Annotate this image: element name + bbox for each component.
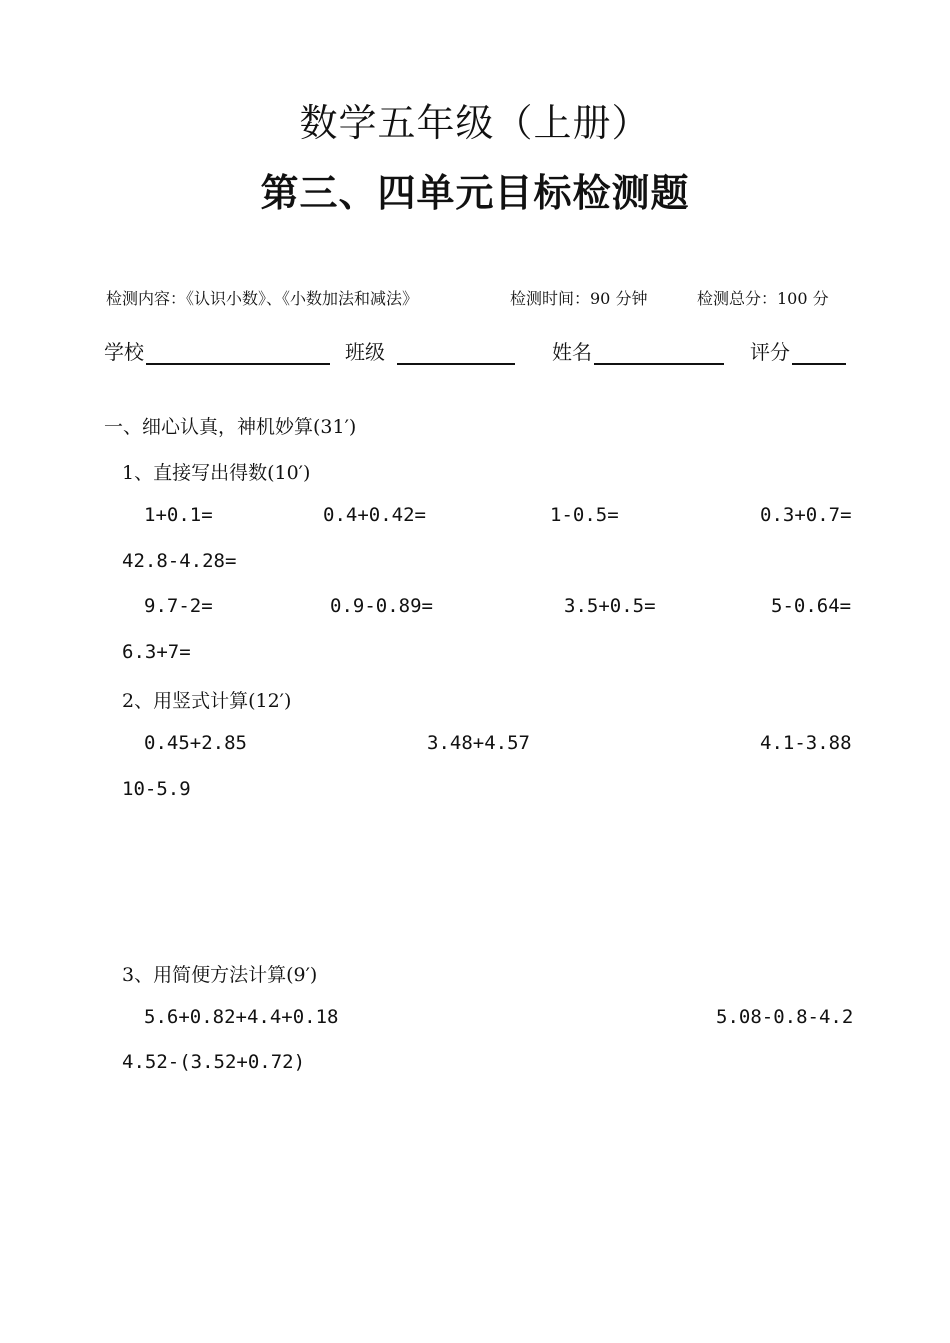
exam-total: 检测总分：100 分 xyxy=(697,289,829,308)
question-item: 4.1-3.88 xyxy=(760,732,852,754)
score-label: 评分 xyxy=(750,340,790,364)
question-item: 3.5+0.5= xyxy=(564,595,656,617)
page-title: 数学五年级（上册） xyxy=(299,101,651,145)
question-item: 0.45+2.85 xyxy=(144,732,247,754)
class-blank[interactable] xyxy=(397,341,515,365)
school-label: 学校 xyxy=(104,340,144,364)
question-item: 5.6+0.82+4.4+0.18 xyxy=(144,1006,339,1028)
question-item: 4.52-(3.52+0.72) xyxy=(122,1051,306,1073)
question-item: 10-5.9 xyxy=(122,778,191,800)
score-blank[interactable] xyxy=(792,341,846,365)
question-item: 1-0.5= xyxy=(550,504,619,526)
part1-heading: 1、直接写出得数(10′) xyxy=(122,462,311,484)
score-field xyxy=(750,336,846,365)
class-field xyxy=(345,336,515,365)
question-item: 5-0.64= xyxy=(771,595,852,617)
school-blank[interactable] xyxy=(146,341,330,365)
question-item: 3.48+4.57 xyxy=(427,732,530,754)
class-label: 班级 xyxy=(345,340,385,364)
question-item: 0.3+0.7= xyxy=(760,504,852,526)
question-item: 42.8-4.28= xyxy=(122,550,237,572)
exam-content: 检测内容：《认识小数》、《小数加法和减法》 xyxy=(106,289,419,308)
name-blank[interactable] xyxy=(594,341,724,365)
question-item: 1+0.1= xyxy=(144,504,213,526)
question-item: 6.3+7= xyxy=(122,641,191,663)
section1-heading: 一、细心认真，神机妙算(31′) xyxy=(104,416,357,438)
question-item: 9.7-2= xyxy=(144,595,213,617)
part3-heading: 3、用简便方法计算(9′) xyxy=(122,964,318,986)
question-item: 0.9-0.89= xyxy=(330,595,433,617)
school-field xyxy=(104,336,330,365)
question-item: 0.4+0.42= xyxy=(323,504,426,526)
question-item: 5.08-0.8-4.2 xyxy=(716,1006,854,1028)
name-field xyxy=(552,336,724,365)
exam-time: 检测时间：90 分钟 xyxy=(510,289,648,308)
page-subtitle: 第三、四单元目标检测题 xyxy=(260,171,690,215)
part2-heading: 2、用竖式计算(12′) xyxy=(122,690,292,712)
name-label: 姓名 xyxy=(552,340,592,364)
